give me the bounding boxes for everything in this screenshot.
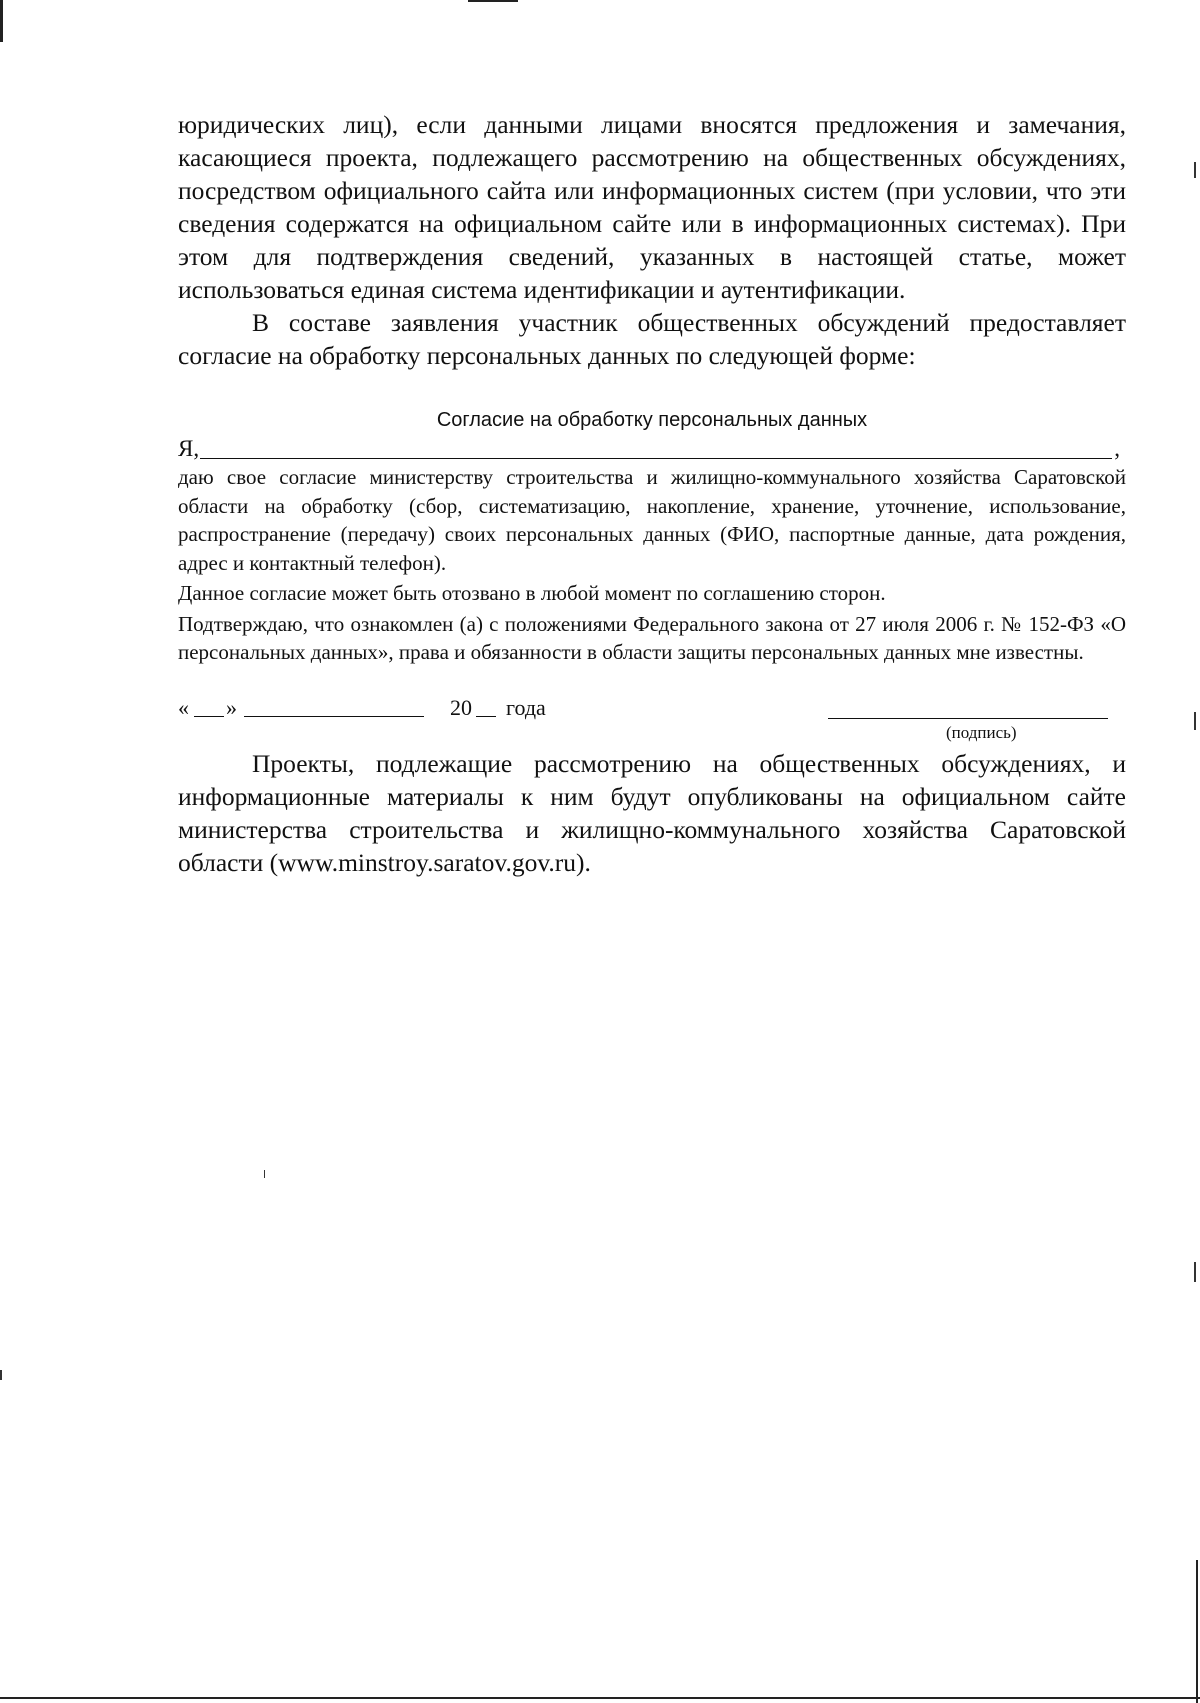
scan-artifact — [1194, 1262, 1196, 1282]
consent-name-line — [178, 433, 1126, 465]
date-day-blank[interactable] — [194, 716, 224, 717]
date-quote-open: « — [178, 695, 189, 720]
consent-form-title: Согласие на обработку персональных данных — [436, 409, 868, 431]
name-comma: , — [1114, 436, 1120, 461]
scan-artifact — [1194, 162, 1196, 178]
paragraph-3: Проекты, подлежащие рассмотрению на общественных обсуждениях, и информационные материалы к ним будут опубликованы на официальном сайте министерства строительства и жилищно-коммунального хозяйства Саратовской области (www.minstroy.saratov.gov.ru). — [178, 749, 1126, 877]
date-year-prefix: 20 — [450, 695, 472, 720]
name-label: Я, — [178, 436, 200, 461]
consent-text: даю свое согласие министерству строительства и жилищно-коммунального хозяйства Саратовской области на обработку (сбор, систематизацию, накопление, хранение, уточнение, использование, распространение (передачу) своих персональных данных (ФИО, паспортные данные, дата рождения, адрес и контактный телефон). — [178, 465, 1126, 575]
scan-edge-mark — [0, 0, 3, 42]
scan-edge-mark — [468, 0, 518, 2]
confirmation-text: Подтверждаю, что ознакомлен (а) с положениями Федерального закона от 27 июля 2006 г. № 152-ФЗ «О персональных данных», права и обязанности в области защиты персональных данных мне известны. — [178, 611, 1126, 664]
paragraph-1: юридических лиц), если данными лицами вносятся предложения и замечания, касающиеся проекта, подлежащего рассмотрению на общественных обсуждениях, посредством официального сайта или информационных систем (при условии, что эти сведения содержатся на официальном сайте или в информационных системах). При этом для подтверждения сведений, указанных в настоящей статье, может использоваться единая система идентификации и аутентификации. — [178, 110, 1126, 304]
date-suffix: года — [506, 695, 546, 720]
signature-blank[interactable] — [828, 718, 1108, 719]
scan-artifact — [264, 1170, 265, 1178]
paragraph-main — [178, 108, 1126, 372]
date-quote-close: » — [226, 695, 237, 720]
revocation-text: Данное согласие может быть отозвано в любой момент по соглашению сторон. — [178, 581, 886, 605]
scan-artifact — [0, 1370, 2, 1380]
date-year-blank[interactable] — [476, 716, 496, 717]
paragraph-final-block — [178, 747, 1126, 879]
paragraph-2: В составе заявления участник общественных обсуждений предоставляет согласие на обработку персональных данных по следующей форме: — [178, 308, 1126, 370]
scan-edge-mark — [1196, 1560, 1198, 1703]
scan-edge-mark — [0, 1697, 1200, 1699]
name-blank-field[interactable] — [200, 458, 1112, 459]
consent-form-body — [178, 463, 1126, 667]
signature-caption: (подпись) — [946, 723, 1017, 742]
date-month-blank[interactable] — [244, 716, 424, 717]
scan-artifact — [1194, 712, 1196, 730]
